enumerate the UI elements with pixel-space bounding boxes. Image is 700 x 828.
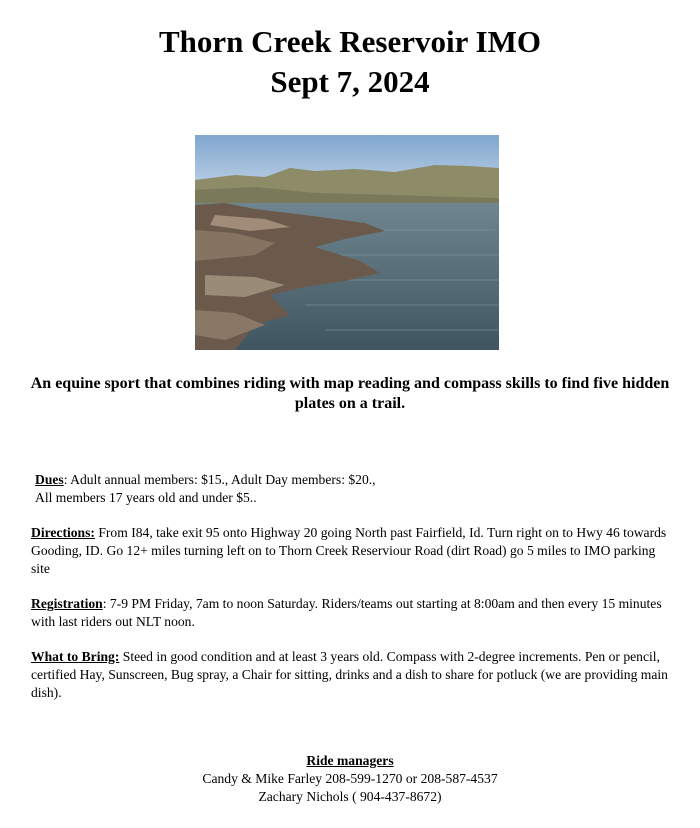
dues-label: Dues (35, 472, 64, 487)
what-to-bring-label: What to Bring: (31, 649, 120, 664)
dues-section (35, 471, 675, 507)
ride-managers (0, 752, 700, 806)
page-title (0, 22, 700, 102)
dues-text-line-1: : Adult annual members: $15., Adult Day members: $20., (63, 472, 376, 487)
what-to-bring-text: Steed in good condition and at least 3 years old. Compass with 2-degree increments. Pen or pencil, certified Hay, Sunscreen, Bug spray, a Chair for sitting, drinks and a dish to share for potluck (we are providing main dish). (31, 649, 668, 700)
title-date: Sept 7, 2024 (270, 64, 430, 99)
registration-section (31, 595, 671, 631)
tagline: An equine sport that combines riding with map reading and compass skills to find five hidden plates on a trail. (30, 375, 670, 412)
registration-label: Registration (31, 596, 103, 611)
title-line-1: Thorn Creek Reservoir IMO (159, 24, 541, 59)
ride-manager-farley: Candy & Mike Farley 208-599-1270 or 208-587-4537 (202, 771, 498, 786)
reservoir-photo (195, 135, 499, 350)
ride-manager-nichols: Zachary Nichols ( 904-437-8672) (258, 789, 442, 804)
registration-text: : 7-9 PM Friday, 7am to noon Saturday. Riders/teams out starting at 8:00am and then every 15 minutes with last riders out NLT noon. (31, 596, 662, 629)
what-to-bring-section (31, 648, 671, 702)
directions-label: Directions: (31, 525, 95, 540)
directions-text: From I84, take exit 95 onto Highway 20 going North past Fairfield, Id. Turn right on to Hwy 46 towards Gooding, ID. Go 12+ miles turning left on to Thorn Creek Reserviour Road (dirt Road) go 5 miles to IMO parking site (31, 525, 667, 576)
ride-managers-heading: Ride managers (306, 753, 394, 768)
directions-section (31, 524, 671, 578)
dues-text-line-2: All members 17 years old and under $5.. (35, 490, 257, 505)
